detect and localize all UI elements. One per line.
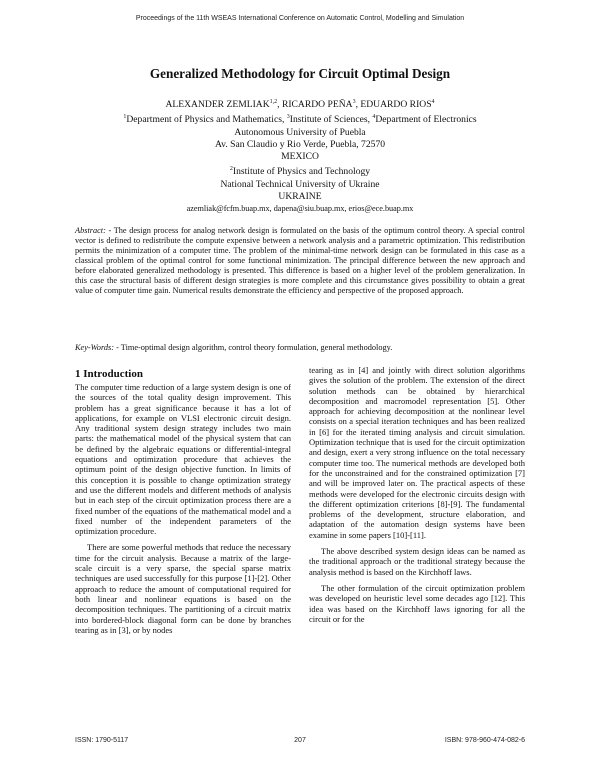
left-column <box>75 368 291 635</box>
affiliation-line <box>0 111 600 126</box>
running-header: Proceedings of the 11th WSEAS International Conference on Automatic Control, Modelling and Simulation <box>135 15 465 22</box>
affiliation-line: Autonomous University of Puebla <box>234 126 366 138</box>
affiliation-text: Department of Electronics <box>375 114 477 126</box>
footer-issn: ISSN: 1790-5117 <box>75 737 129 744</box>
author-block <box>0 96 600 215</box>
author-superscript: 3 <box>352 99 356 105</box>
author-name: , RICARDO PEÑA <box>277 99 353 111</box>
paper-title: Generalized Methodology for Circuit Optimal Design <box>149 66 451 81</box>
author-name: ALEXANDER ZEMLIAK <box>165 99 270 111</box>
author-emails: azemliak@fcfm.buap.mx, dapena@siu.buap.mx, erios@ece.buap.mx <box>186 204 414 214</box>
abstract-text: - The design process for analog network design is formulated on the basis of the optimum control theory. A special control vector is defined to redistribute the compute expensive between a network analysis and a parametric optimization. This redistribution permits the minimization of a computer time. The problem of the minimal-time network design can be formulated in this case as a classical problem of the optimal control for some functional minimization. The principal difference between the new approach and before elaborated generalized methodology is presented. This difference is based on a higher level of the problem generalization. In this case the structural basis of different design strategies is more complete and this circumstance gives possibility to obtain a great value of computer time gain. Numerical results demonstrate the efficiency and perspective of the proposed approach. <box>75 226 525 295</box>
paragraph: The computer time reduction of a large system design is one of the sources of the total quality design improvement. This problem has a great significance because it has a lot of applications, for example on VLSI electronic circuit design. Any traditional system design strategy includes two main parts: the mathematical model of the physical system that can be defined by the algebraic equations or differential-integral equations and optimization procedure that achieves the optimum point of the design objective function. In limits of this conception it is possible to change optimization strategy and use the different models and different methods of analysis but in each step of the circuit optimization process there are a fixed number of the equations of the mathematical model and a fixed number of the independent parameters of the optimization procedure. <box>75 382 291 537</box>
author-superscript: 4 <box>431 99 435 105</box>
affiliation-superscript: 3 <box>286 114 290 121</box>
affiliation-text: Institute of Sciences, <box>289 114 373 126</box>
affiliation-line: MEXICO <box>281 151 319 163</box>
affiliation-superscript: 4 <box>372 114 376 121</box>
affiliation-line <box>0 163 600 178</box>
affiliation-line: National Technical University of Ukraine <box>220 178 380 190</box>
paragraph: The other formulation of the circuit optimization problem was developed on heuristic level some decades ago [12]. This idea was based on the Kirchhoff laws ignoring for all the circuit or for the <box>309 582 525 624</box>
keywords-text: - Time-optimal design algorithm, control theory formulation, general methodology. <box>114 343 393 352</box>
affiliation-line: UKRAINE <box>278 190 322 202</box>
right-column <box>309 365 525 624</box>
author-line <box>0 96 600 111</box>
paragraph: tearing as in [4] and jointly with direct solution algorithms gives the solution of the problem. The extension of the direct solution methods can be obtained by hierarchical decomposition and macromodel representation [5]. Other approach for achieving decomposition at the nonlinear level consists on a special iteration techniques and has been realized in [6] for the iterated timing analysis and circuit simulation. Optimization technique that is used for the circuit optimization and design, exert a very strong influence on the total necessary computer time too. The numerical methods are developed both for the unconstrained and for the constrained optimization [7] and will be improved later on. The practical aspects of these methods were developed for the electronic circuits design with the different optimization criterions [8]-[9]. The fundamental problems of the development, structure elaboration, and adaptation of the automation design systems have been examine in some papers [10]-[11]. <box>309 365 525 540</box>
paragraph: The above described system design ideas can be named as the traditional approach or the traditional strategy because the analysis method is based on the Kirchhoff laws. <box>309 546 525 577</box>
page-number: 207 <box>294 737 306 744</box>
affiliation-text: Institute of Physics and Technology <box>232 166 371 178</box>
footer-isbn: ISBN: 978-960-474-082-6 <box>444 737 525 744</box>
author-superscript: 1,2 <box>269 99 278 105</box>
affiliation-superscript: 2 <box>229 166 233 173</box>
keywords <box>75 343 525 353</box>
affiliation-text: Department of Physics and Mathematics, <box>126 114 287 126</box>
paragraph: There are some powerful methods that reduce the necessary time for the circuit analysis. Because a matrix of the large-scale circuit is a very sparse, the special sparse matrix techniques are used successfully for this purpose [1]-[2]. Other approach to reduce the amount of computational required for both linear and nonlinear equations is based on the decomposition techniques. The partitioning of a circuit matrix into bordered-block diagonal form can be done by branches tearing as in [3], or by nodes <box>75 542 291 635</box>
affiliation-superscript: 1 <box>123 114 127 121</box>
author-name: , EDUARDO RIOS <box>355 99 432 111</box>
section-heading: 1 Introduction <box>75 368 143 380</box>
keywords-label: Key-Words: <box>75 343 115 352</box>
abstract-label: Abstract: <box>75 226 106 235</box>
abstract <box>75 226 525 296</box>
affiliation-line: Av. San Claudio y Rio Verde, Puebla, 72570 <box>214 138 386 150</box>
